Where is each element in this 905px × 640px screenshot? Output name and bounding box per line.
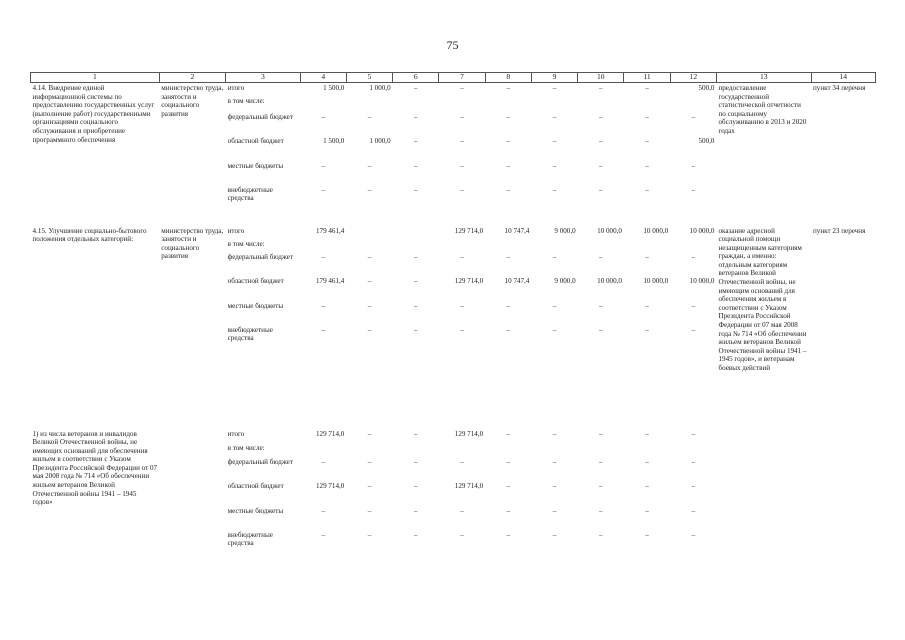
amount-cell: – bbox=[645, 252, 649, 261]
funding-source: областной бюджет bbox=[227, 481, 284, 490]
amount-cell: – bbox=[691, 530, 696, 539]
amount-cell: – bbox=[552, 252, 557, 261]
amount-cell: – bbox=[321, 185, 325, 194]
amount-cell: – bbox=[691, 301, 696, 310]
amount-cell bbox=[670, 443, 716, 457]
amount-cell bbox=[300, 96, 346, 112]
amount-cell: – bbox=[460, 457, 464, 466]
amount-cell: – bbox=[645, 325, 649, 334]
amount-cell: – bbox=[506, 136, 511, 145]
amount-cell: 10 000,0 bbox=[643, 226, 669, 235]
amount-cell: – bbox=[645, 112, 649, 121]
basis-reference bbox=[811, 429, 875, 558]
amount-cell bbox=[624, 443, 670, 457]
funding-source: итого bbox=[227, 429, 245, 438]
amount-cell: 10 000,0 bbox=[689, 276, 715, 285]
amount-cell: – bbox=[645, 185, 649, 194]
amount-cell: – bbox=[506, 457, 511, 466]
amount-cell: – bbox=[552, 325, 557, 334]
item-description: 1) из числа ветеранов и инвалидов Великой Отечественной войны, не имеющих оснований для обеспечения жильем в соответствии с Указом Президента Российской Федерации от 07 мая 2008 года № 714 «Об обеспечении жильем ветеранов Великой Отечественной войны 1941 – 1945 годов» bbox=[32, 429, 158, 507]
expected-result: предоставление государственной статистической отчетности по социальному обслуживанию в 2013 и 2020 годах bbox=[718, 84, 807, 135]
funding-source: местные бюджеты bbox=[227, 301, 284, 310]
amount-cell bbox=[531, 443, 577, 457]
column-header-1: 1 bbox=[31, 73, 160, 83]
amount-cell: – bbox=[552, 429, 557, 438]
amount-cell bbox=[393, 226, 439, 239]
amount-cell: – bbox=[321, 506, 325, 515]
executor: министерство труда, занятости и социального развития bbox=[161, 84, 224, 118]
funding-source: итого bbox=[227, 226, 245, 235]
amount-cell: – bbox=[367, 481, 372, 490]
amount-cell: – bbox=[645, 457, 649, 466]
funding-source: областной бюджет bbox=[227, 276, 284, 285]
column-header-11: 11 bbox=[624, 73, 670, 83]
amount-cell bbox=[300, 239, 346, 252]
amount-cell: – bbox=[506, 185, 511, 194]
amount-cell bbox=[578, 239, 624, 252]
amount-cell: – bbox=[691, 429, 696, 438]
amount-cell: – bbox=[691, 252, 696, 261]
column-header-5: 5 bbox=[346, 73, 392, 83]
amount-cell: – bbox=[413, 84, 418, 92]
amount-cell: – bbox=[367, 112, 372, 121]
amount-cell bbox=[393, 96, 439, 112]
amount-cell: – bbox=[645, 429, 649, 438]
amount-cell: – bbox=[552, 301, 557, 310]
amount-cell: – bbox=[413, 530, 418, 539]
amount-cell: 1 500,0 bbox=[323, 84, 345, 92]
amount-cell: 10 747,4 bbox=[504, 226, 530, 235]
amount-cell: – bbox=[599, 325, 603, 334]
amount-cell: – bbox=[367, 457, 372, 466]
amount-cell: – bbox=[413, 161, 418, 170]
amount-cell bbox=[393, 239, 439, 252]
funding-source: внебюджетные средства bbox=[227, 325, 273, 343]
amount-cell: – bbox=[413, 325, 418, 334]
amount-cell: – bbox=[413, 301, 418, 310]
amount-cell: 10 747,4 bbox=[504, 276, 530, 285]
amount-cell: – bbox=[367, 276, 372, 285]
table-row bbox=[31, 226, 876, 239]
table-row bbox=[31, 429, 876, 443]
amount-cell: – bbox=[460, 252, 464, 261]
amount-cell: – bbox=[413, 112, 418, 121]
amount-cell: – bbox=[413, 506, 418, 515]
amount-cell: 1 000,0 bbox=[369, 136, 391, 145]
column-header-12: 12 bbox=[670, 73, 716, 83]
column-header-10: 10 bbox=[578, 73, 624, 83]
amount-cell: – bbox=[413, 481, 418, 490]
amount-cell: – bbox=[413, 252, 418, 261]
amount-cell: 10 000,0 bbox=[597, 276, 622, 285]
page-number: 75 bbox=[446, 38, 459, 52]
amount-cell: – bbox=[599, 530, 603, 539]
column-header-4: 4 bbox=[300, 73, 346, 83]
column-header-3: 3 bbox=[226, 73, 300, 83]
amount-cell: – bbox=[645, 301, 649, 310]
amount-cell: 10 000,0 bbox=[597, 226, 622, 235]
amount-cell: – bbox=[599, 457, 603, 466]
column-header-6: 6 bbox=[393, 73, 439, 83]
amount-cell: 500,0 bbox=[698, 136, 715, 145]
amount-cell: – bbox=[321, 252, 325, 261]
amount-cell: – bbox=[460, 506, 464, 515]
spacer-row bbox=[31, 415, 876, 429]
amount-cell bbox=[624, 239, 670, 252]
amount-cell bbox=[439, 239, 485, 252]
amount-cell bbox=[578, 443, 624, 457]
amount-cell bbox=[578, 96, 624, 112]
funding-source: федеральный бюджет bbox=[227, 457, 293, 466]
amount-cell: – bbox=[552, 84, 557, 92]
amount-cell: 129 714,0 bbox=[454, 481, 484, 490]
amount-cell: – bbox=[460, 530, 464, 539]
amount-cell: 9 000,0 bbox=[554, 276, 576, 285]
amount-cell: – bbox=[691, 185, 696, 194]
amount-cell bbox=[531, 96, 577, 112]
amount-cell: – bbox=[506, 429, 511, 438]
amount-cell: – bbox=[552, 185, 557, 194]
amount-cell: – bbox=[367, 506, 372, 515]
amount-cell: – bbox=[506, 252, 511, 261]
amount-cell: – bbox=[367, 185, 372, 194]
funding-source: итого bbox=[227, 84, 245, 92]
amount-cell: – bbox=[552, 161, 557, 170]
funding-source: внебюджетные средства bbox=[227, 185, 273, 203]
amount-cell: – bbox=[460, 112, 464, 121]
amount-cell bbox=[624, 96, 670, 112]
column-header-2: 2 bbox=[159, 73, 225, 83]
amount-cell: – bbox=[367, 252, 372, 261]
amount-cell: – bbox=[691, 112, 696, 121]
expected-result bbox=[716, 429, 811, 558]
expected-result: оказание адресной социальной помощи незащищенным категориям граждан, а именно: отдельным категориям ветеранов Великой Отечественной войны, не имеющим оснований для обеспечения жильем в соответствии с Указом Президента Российской Федерации от 07 мая 2008 года № 714 «Об обеспечении жильем ветеранов Великой Отечественной войны 1941 – 1945 годов», и ветеранам боевых действий bbox=[718, 226, 807, 372]
amount-cell: – bbox=[691, 325, 696, 334]
amount-cell: 179 461,4 bbox=[315, 276, 345, 285]
amount-cell: – bbox=[645, 84, 649, 92]
amount-cell: – bbox=[460, 301, 464, 310]
amount-cell: – bbox=[506, 112, 511, 121]
amount-cell: – bbox=[691, 481, 696, 490]
amount-cell: – bbox=[367, 325, 372, 334]
amount-cell bbox=[670, 96, 716, 112]
amount-cell: – bbox=[599, 429, 603, 438]
amount-cell: – bbox=[321, 530, 325, 539]
amount-cell: – bbox=[599, 112, 603, 121]
amount-cell: – bbox=[599, 506, 603, 515]
amount-cell bbox=[346, 443, 392, 457]
amount-cell: – bbox=[552, 112, 557, 121]
amount-cell: – bbox=[460, 325, 464, 334]
amount-cell: – bbox=[599, 84, 603, 92]
amount-cell: – bbox=[645, 161, 649, 170]
column-header-7: 7 bbox=[439, 73, 485, 83]
amount-cell: 129 714,0 bbox=[315, 429, 345, 438]
amount-cell: – bbox=[321, 112, 325, 121]
item-description: 4.15. Улучшение социально-бытового положения отдельных категорий: bbox=[32, 226, 147, 244]
funding-source: федеральный бюджет bbox=[227, 112, 293, 121]
column-header-8: 8 bbox=[485, 73, 531, 83]
column-header-9: 9 bbox=[531, 73, 577, 83]
amount-cell: – bbox=[691, 506, 696, 515]
amount-cell: – bbox=[367, 301, 372, 310]
amount-cell: – bbox=[506, 301, 511, 310]
amount-cell: – bbox=[506, 84, 511, 92]
amount-cell: – bbox=[321, 161, 325, 170]
amount-cell: 9 000,0 bbox=[554, 226, 576, 235]
funding-source: в том числе: bbox=[227, 443, 265, 452]
amount-cell: – bbox=[552, 481, 557, 490]
funding-source: местные бюджеты bbox=[227, 506, 284, 515]
amount-cell: – bbox=[460, 136, 464, 145]
amount-cell: – bbox=[691, 161, 696, 170]
amount-cell: – bbox=[506, 506, 511, 515]
amount-cell: – bbox=[552, 530, 557, 539]
amount-cell: – bbox=[321, 325, 325, 334]
column-header-row bbox=[31, 73, 876, 83]
amount-cell bbox=[439, 96, 485, 112]
amount-cell bbox=[346, 96, 392, 112]
amount-cell: 179 461,4 bbox=[315, 226, 345, 235]
amount-cell bbox=[346, 226, 392, 239]
amount-cell: 1 500,0 bbox=[323, 136, 345, 145]
funding-source: в том числе: bbox=[227, 96, 265, 105]
amount-cell: – bbox=[460, 84, 464, 92]
amount-cell: 129 714,0 bbox=[315, 481, 345, 490]
amount-cell bbox=[485, 443, 531, 457]
amount-cell: – bbox=[645, 481, 649, 490]
amount-cell: – bbox=[413, 276, 418, 285]
budget-table bbox=[30, 72, 876, 558]
amount-cell: – bbox=[321, 301, 325, 310]
amount-cell: – bbox=[691, 457, 696, 466]
amount-cell: – bbox=[599, 185, 603, 194]
amount-cell: – bbox=[552, 506, 557, 515]
amount-cell: – bbox=[460, 185, 464, 194]
funding-source: в том числе: bbox=[227, 239, 265, 248]
amount-cell bbox=[485, 96, 531, 112]
amount-cell: 500,0 bbox=[698, 84, 715, 92]
column-header-13: 13 bbox=[716, 73, 811, 83]
funding-source: областной бюджет bbox=[227, 136, 284, 145]
amount-cell: – bbox=[506, 481, 511, 490]
basis-reference: пункт 23 перечня bbox=[813, 226, 866, 235]
table-body bbox=[31, 83, 876, 558]
amount-cell: – bbox=[599, 161, 603, 170]
column-header-14: 14 bbox=[811, 73, 875, 83]
amount-cell: – bbox=[413, 185, 418, 194]
amount-cell: – bbox=[599, 252, 603, 261]
amount-cell: – bbox=[413, 136, 418, 145]
spacer-row bbox=[31, 209, 876, 226]
amount-cell: – bbox=[321, 457, 325, 466]
executor: министерство труда, занятости и социального развития bbox=[161, 226, 224, 261]
amount-cell bbox=[393, 443, 439, 457]
amount-cell bbox=[346, 239, 392, 252]
amount-cell: – bbox=[552, 457, 557, 466]
amount-cell: 10 000,0 bbox=[689, 226, 715, 235]
amount-cell: – bbox=[367, 530, 372, 539]
amount-cell: – bbox=[506, 325, 511, 334]
amount-cell: 129 714,0 bbox=[454, 276, 484, 285]
amount-cell: – bbox=[645, 136, 649, 145]
funding-source: федеральный бюджет bbox=[227, 252, 293, 261]
amount-cell: 129 714,0 bbox=[454, 226, 484, 235]
amount-cell: – bbox=[367, 429, 372, 438]
amount-cell: – bbox=[367, 161, 372, 170]
amount-cell: – bbox=[645, 506, 649, 515]
amount-cell: – bbox=[460, 161, 464, 170]
amount-cell: – bbox=[506, 161, 511, 170]
basis-reference: пункт 34 перечня bbox=[813, 84, 866, 92]
amount-cell: – bbox=[599, 481, 603, 490]
amount-cell: – bbox=[413, 457, 418, 466]
amount-cell bbox=[531, 239, 577, 252]
amount-cell: – bbox=[599, 301, 603, 310]
amount-cell: 10 000,0 bbox=[643, 276, 669, 285]
executor bbox=[159, 429, 225, 558]
amount-cell: – bbox=[413, 429, 418, 438]
amount-cell: – bbox=[552, 136, 557, 145]
amount-cell bbox=[485, 239, 531, 252]
amount-cell bbox=[300, 443, 346, 457]
amount-cell: – bbox=[506, 530, 511, 539]
item-description: 4.14. Внедрение единой информационной системы по предоставлению государственных услуг (выполнение работ) государственными организациями социального обслуживания и приобретение программного обеспечения bbox=[32, 84, 155, 144]
funding-source: местные бюджеты bbox=[227, 161, 284, 170]
amount-cell: – bbox=[599, 136, 603, 145]
amount-cell bbox=[439, 443, 485, 457]
amount-cell: 129 714,0 bbox=[454, 429, 484, 438]
amount-cell: – bbox=[645, 530, 649, 539]
table-row bbox=[31, 83, 876, 96]
funding-source: внебюджетные средства bbox=[227, 530, 273, 548]
amount-cell: 1 000,0 bbox=[369, 84, 391, 92]
amount-cell bbox=[670, 239, 716, 252]
